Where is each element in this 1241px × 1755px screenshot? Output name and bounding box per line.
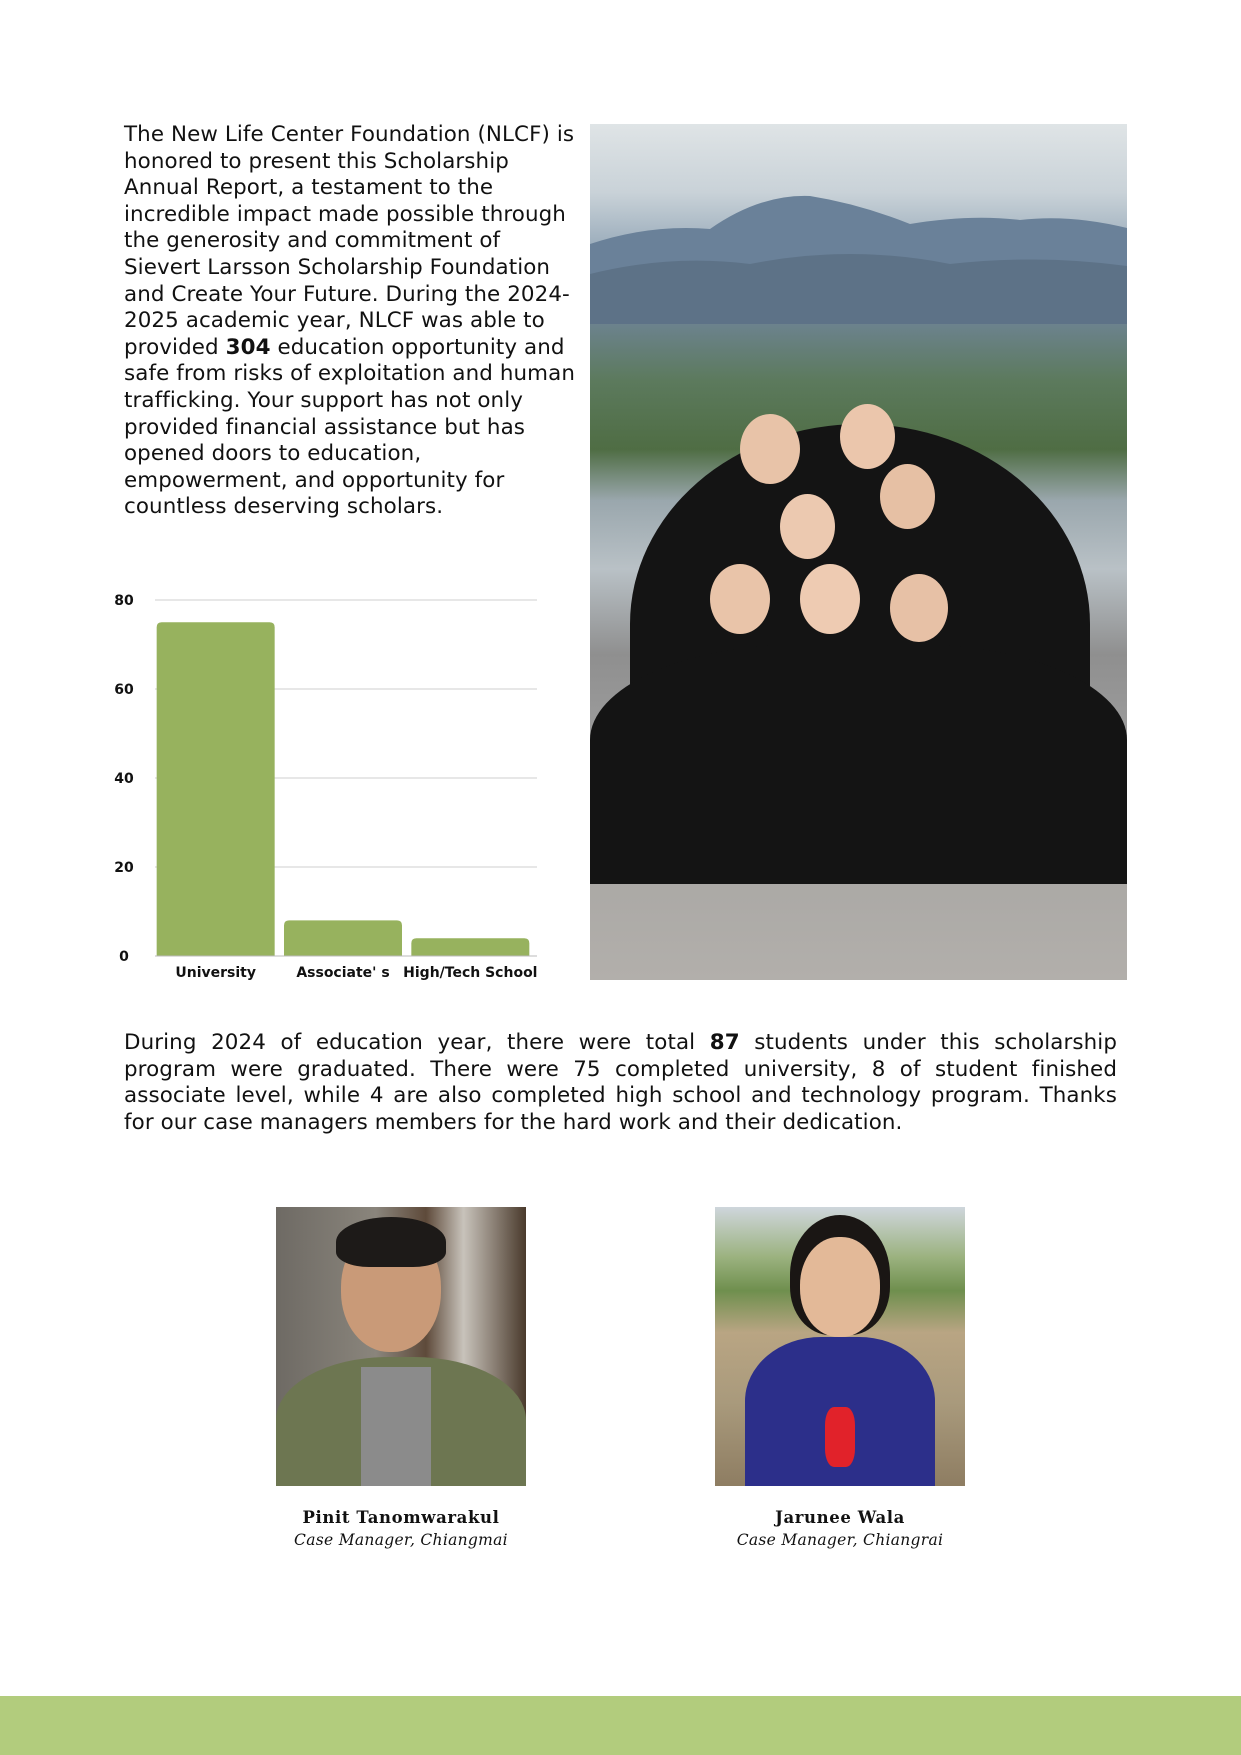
y-tick-label: 60	[114, 682, 134, 698]
staff-photo-2	[715, 1207, 965, 1486]
graduate-face	[740, 414, 800, 484]
intro-highlight-number: 304	[225, 334, 271, 360]
x-tick-label: High/Tech School	[403, 965, 538, 981]
y-tick-label: 80	[114, 593, 134, 609]
graduate-face	[880, 464, 935, 529]
graduate-face	[800, 564, 860, 634]
staff-card-2	[690, 1207, 990, 1549]
staff-role-1: Case Manager, Chiangmai	[294, 1531, 508, 1549]
intro-text-part2: education opportunity and safe from risks of exploitation and human trafficking. Your support has not only provided financial assistance but has opened doors to education, empowerment, and opportunity for countless deserving scholars.	[124, 334, 575, 520]
bar	[157, 622, 275, 956]
mountains-illustration	[590, 184, 1127, 324]
y-tick-label: 0	[119, 949, 129, 965]
footer-band	[0, 1696, 1241, 1755]
bar-chart-svg	[100, 584, 550, 984]
staff-shirt	[361, 1367, 431, 1486]
graduates-group-photo	[590, 124, 1127, 980]
summary-paragraph	[124, 1030, 1117, 1136]
graduate-face	[840, 404, 895, 469]
intro-paragraph	[124, 122, 576, 521]
staff-photo-1	[276, 1207, 526, 1486]
y-tick-label: 40	[114, 771, 134, 787]
x-tick-label: University	[175, 965, 256, 981]
x-tick-label: Associate' s	[296, 965, 390, 981]
graduate-face	[710, 564, 770, 634]
staff-head	[800, 1237, 880, 1337]
summary-text-part2: students under this scholarship program were graduated. There were 75 completed university, 8 of student finished associate level, while 4 are also completed high school and technology program. Thanks for our case managers members for the hard work and their dedication.	[124, 1030, 1117, 1135]
graduate-face	[780, 494, 835, 559]
staff-role-2: Case Manager, Chiangrai	[736, 1531, 944, 1549]
staff-hair	[336, 1217, 446, 1267]
staff-card-1	[251, 1207, 551, 1549]
bar	[411, 938, 529, 956]
graduate-figure	[590, 644, 1127, 884]
summary-text-part1: During 2024 of education year, there were total	[124, 1030, 710, 1055]
staff-tassel	[825, 1407, 855, 1467]
summary-highlight-number: 87	[709, 1030, 740, 1055]
graduation-bar-chart	[100, 584, 550, 984]
staff-name-2: Jarunee Wala	[775, 1508, 905, 1527]
intro-text-part1: The New Life Center Foundation (NLCF) is honored to present this Scholarship Annual Report, a testament to the incredible impact made possible through the generosity and commitment of Sievert Larsson Scholarship Foundation and Create Your Future. During the 2024-2025 academic year, NLCF was able to provided	[124, 122, 575, 360]
y-tick-label: 20	[114, 860, 134, 876]
staff-name-1: Pinit Tanomwarakul	[302, 1508, 500, 1527]
bar	[284, 920, 402, 956]
graduate-face	[890, 574, 948, 642]
